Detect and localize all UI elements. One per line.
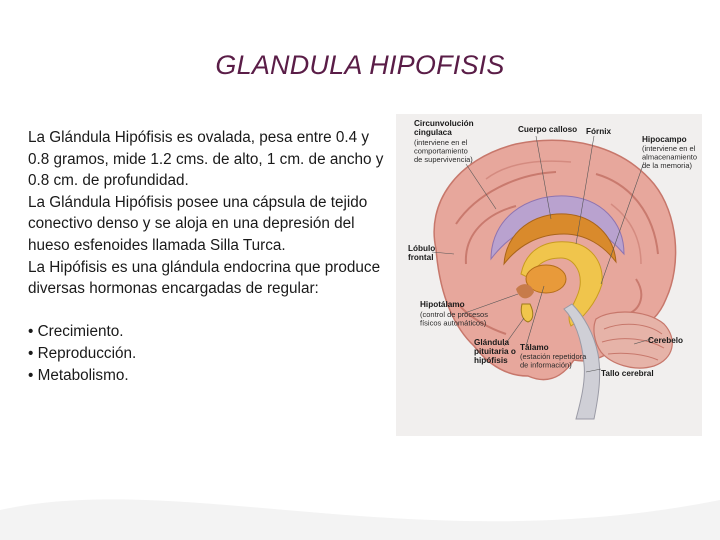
brain-illustration [396, 114, 702, 436]
label-talamo: Tálamo [520, 343, 549, 352]
label-cuerpo-calloso: Cuerpo calloso [518, 125, 578, 134]
label-lobulo-frontal: Lóbulo frontal [408, 244, 436, 262]
label-tallo-cerebral: Tallo cerebral [601, 369, 654, 378]
label-hipotalamo-desc: (control de procesos físicos automáticos) [420, 310, 488, 328]
bullet-item: • Reproducción. [28, 344, 137, 362]
body-text [28, 127, 388, 386]
label-cerebelo: Cerebelo [648, 336, 684, 345]
label-glandula-pituitaria: Glándula pituitaria o hipófisis [474, 338, 516, 365]
label-fornix: Fórnix [586, 127, 612, 136]
label-circunvolucion-desc: (interviene en el comportamiento de supervivencia) [414, 138, 473, 164]
label-hipocampo-desc: (interviene en el almacenamiento de la memoria) [642, 144, 698, 170]
label-talamo-desc: (estación repetidora de información) [520, 352, 587, 370]
paragraph-function: La Hipófisis es una glándula endocrina que produce diversas hormonas encargadas de regular: [28, 258, 381, 298]
label-hipocampo: Hipocampo [642, 135, 687, 144]
paragraph-capsule: La Glándula Hipófisis posee una cápsula de tejido conectivo denso y se aloja en una depresión del hueso esfenoides llamada Silla Turca. [28, 193, 368, 254]
bullet-item: • Metabolismo. [28, 366, 129, 384]
bullet-item: • Crecimiento. [28, 323, 124, 341]
bullet-list [28, 321, 388, 386]
brain-diagram [396, 114, 702, 436]
label-circunvolucion: Circunvolución cingulaca [414, 119, 474, 137]
label-hipotalamo: Hipotálamo [420, 300, 465, 309]
slide-title: GLANDULA HIPOFISIS [215, 50, 505, 80]
paragraph-description: La Glándula Hipófisis es ovalada, pesa entre 0.4 y 0.8 gramos, mide 1.2 cms. de alto, 1 cm. de ancho y 0.8 cm. de profundidad. [28, 129, 384, 190]
